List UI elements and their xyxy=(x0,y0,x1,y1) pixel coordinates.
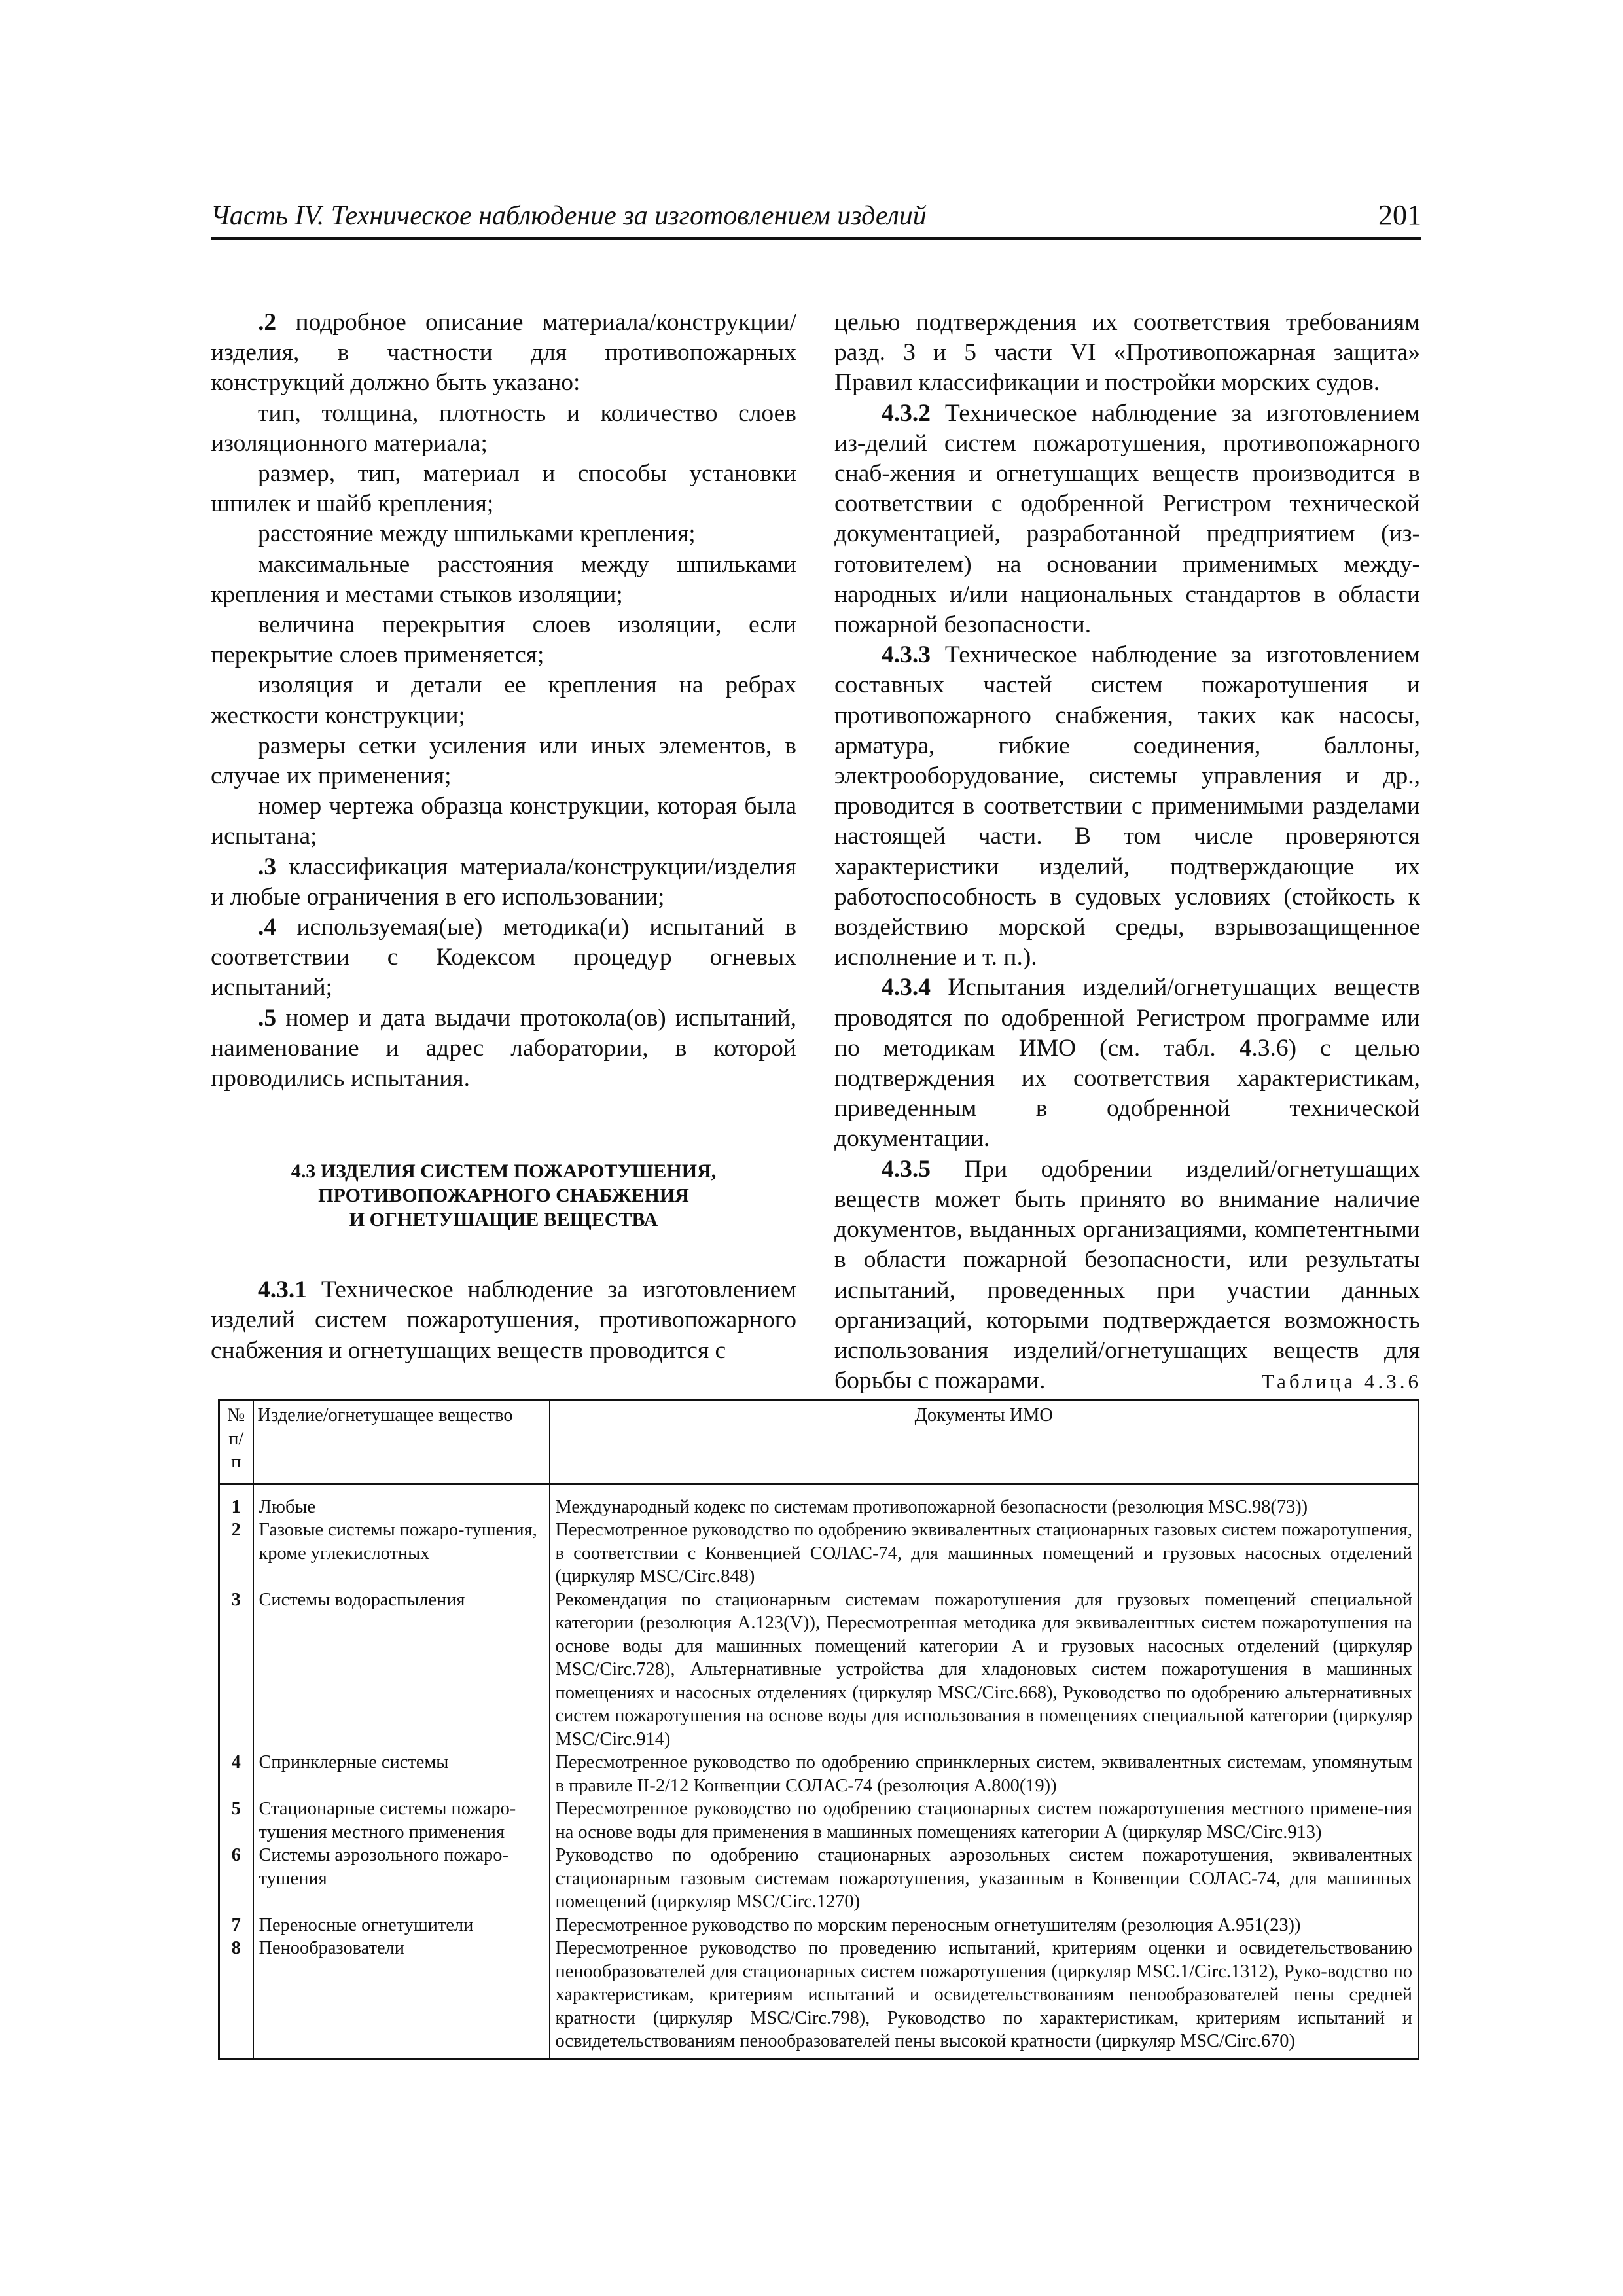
paragraph-item-3: .3 классификация материала/конструкции/изделия и любые ограничения в его использовании; xyxy=(211,853,796,910)
list-item: размер, тип, материал и способы установки шпилек и шайб крепления; xyxy=(211,460,796,518)
page-number: 201 xyxy=(1378,199,1421,231)
row-product: Стационарные системы пожаро-тушения местного применения xyxy=(253,1797,550,1844)
list-item: величина перекрытия слоев изоляции, если перекрытие слоев применяется; xyxy=(211,611,796,669)
list-item: максимальные расстояния между шпильками крепления и местами стыков изоляции; xyxy=(211,550,796,608)
table-row xyxy=(219,1751,1419,1797)
table-row xyxy=(219,1484,1419,1518)
row-documents: Пересмотренное руководство по проведению испытаний, критериям оценки и освидетельствованию пенообразователей для стационарных систем пожаротушения (циркуляр MSC.1/Circ.1312), Руко-водство по характеристикам, критериям испытаний и освидетельствованиям пенообразователей пены средней кратности (циркуляр MSC/Circ.798), Руководство по характеристикам, критериям испытаний и освидетельствованиям пенообразователей пены высокой кратности (циркуляр MSC/Circ.670) xyxy=(550,1937,1419,2059)
paragraph-4-3-3: 4.3.3 Техническое наблюдение за изготовлением составных частей систем пожаротушения и противопожарного снабжения, таких как насосы, арматура, гибкие соединения, баллоны, электрооборудование, системы управления и др., проводится в соответствии с применимыми разделами настоящей части. В том числе проверяются характеристики изделий, подтверждающие их работоспособность в судовых условиях (стойкость к воздействию морской среды, взрывозащищенное исполнение и т. п.). xyxy=(834,641,1421,971)
row-product: Газовые системы пожаро-тушения, кроме углекислотных xyxy=(253,1518,550,1588)
list-item: размеры сетки усиления или иных элементов, в случае их применения; xyxy=(211,732,796,790)
list-item: тип, толщина, плотность и количество слоев изоляционного материала; xyxy=(211,399,796,457)
table-row xyxy=(219,1588,1419,1751)
row-number: 4 xyxy=(219,1751,253,1797)
row-product: Системы водораспыления xyxy=(253,1588,550,1751)
table-row xyxy=(219,1937,1419,2059)
row-number: 8 xyxy=(219,1937,253,2059)
row-documents: Руководство по одобрению стационарных аэрозольных систем пожаротушения, эквивалентных стационарным газовым системам пожаротушения, указанным в Конвенции СОЛАС-74, для машинных помещений (циркуляр MSC/Circ.1270) xyxy=(550,1844,1419,1914)
paragraph-item-5: .5 номер и дата выдачи протокола(ов) испытаний, наименование и адрес лаборатории, в которой проводились испытания. xyxy=(211,1004,797,1092)
row-number: 3 xyxy=(219,1588,253,1751)
left-column xyxy=(211,308,796,1366)
header-product: Изделие/огнетушащее вещество xyxy=(253,1401,550,1484)
table-row xyxy=(219,1914,1419,1937)
row-number: 7 xyxy=(219,1914,253,1937)
table-caption: Таблица 4.3.6 xyxy=(1261,1370,1421,1393)
list-item: номер чертежа образца конструкции, которая была испытана; xyxy=(211,793,796,850)
row-number: 5 xyxy=(219,1797,253,1844)
paragraph-4-3-2: 4.3.2 Техническое наблюдение за изготовлением из-делий систем пожаротушения, противопожарного снаб-жения и огнетушащих веществ производится в соответствии с одобренной Регистром технической документацией, разработанной предприятием (из-готовителем) на основании применимых между-народных и/или национальных стандартов в области пожарной безопасности. xyxy=(834,399,1421,639)
paragraph-item-2: .2 подробное описание материала/конструкции/изделия, в частности для противопожарных конструкций должно быть указано: xyxy=(211,309,797,397)
table-row xyxy=(219,1844,1419,1914)
paragraph-4-3-5: 4.3.5 При одобрении изделий/огнетушащих веществ может быть принято во внимание наличие документов, выданных организациями, компетентными в области пожарной безопасности, или результаты испытаний, проведенных при участии данных организаций, которыми подтверждается возможность использования изделий/огнетушащих веществ для борьбы с пожарами. xyxy=(834,1155,1420,1395)
row-documents: Пересмотренное руководство по одобрению стационарных систем пожаротушения местного примене-ния на основе воды для применения в машинных помещениях категории А (циркуляр MSC/Circ.913) xyxy=(550,1797,1419,1844)
row-product: Пенообразователи xyxy=(253,1937,550,2059)
item-number: .2 xyxy=(258,309,277,336)
row-documents: Пересмотренное руководство по морским переносным огнетушителям (резолюция A.951(23)) xyxy=(550,1914,1419,1937)
table-header-row xyxy=(219,1401,1419,1484)
row-documents: Пересмотренное руководство по одобрению спринклерных систем, эквивалентных системам, упомянутым в правиле II-2/12 Конвенции СОЛАС-74 (резолюция A.800(19)) xyxy=(550,1751,1419,1797)
table-row xyxy=(219,1797,1419,1844)
row-number: 1 xyxy=(219,1484,253,1518)
row-product: Любые xyxy=(253,1484,550,1518)
row-product: Спринклерные системы xyxy=(253,1751,550,1797)
paragraph-item-4: .4 используемая(ые) методика(и) испытаний в соответствии с Кодексом процедур огневых испытаний; xyxy=(211,914,797,1001)
table-row xyxy=(219,1518,1419,1588)
header-documents: Документы ИМО xyxy=(550,1401,1419,1484)
header-title: Часть IV. Техническое наблюдение за изготовлением изделий xyxy=(211,201,927,231)
imo-documents-table xyxy=(218,1399,1419,2060)
running-header xyxy=(211,196,1421,240)
section-number: 4.3.1 xyxy=(258,1276,307,1304)
item-number: .4 xyxy=(258,914,277,941)
list-item: изоляция и детали ее крепления на ребрах жесткости конструкции; xyxy=(211,672,796,729)
section-number: 4.3.4 xyxy=(882,974,931,1001)
section-number: 4.3.3 xyxy=(882,641,931,669)
list-item: расстояние между шпильками крепления; xyxy=(258,520,696,548)
right-column xyxy=(834,308,1420,1396)
section-heading: 4.3 ИЗДЕЛИЯ СИСТЕМ ПОЖАРОТУШЕНИЯ, ПРОТИВОПОЖАРНОГО СНАБЖЕНИЯ И ОГНЕТУШАЩИЕ ВЕЩЕСТВА xyxy=(291,1160,717,1231)
row-documents: Международный кодекс по системам противопожарной безопасности (резолюция MSC.98(73)) xyxy=(550,1484,1419,1518)
section-number: 4.3.5 xyxy=(882,1155,931,1183)
paragraph-continuation: целью подтверждения их соответствия требованиям разд. 3 и 5 части VI «Противопожарная защита» Правил классификации и постройки морских судов. xyxy=(834,309,1420,397)
paragraph-4-3-1: 4.3.1 Техническое наблюдение за изготовлением изделий систем пожаротушения, противопожарного снабжения и огнетушащих веществ проводится с xyxy=(211,1276,797,1364)
row-number: 2 xyxy=(219,1518,253,1588)
header-number: № п/п xyxy=(219,1401,253,1484)
section-number: 4.3.2 xyxy=(882,399,931,427)
table-reference: 4 xyxy=(1239,1034,1252,1062)
row-documents: Рекомендация по стационарным системам пожаротушения для грузовых помещений специальной категории (резолюция A.123(V)), Пересмотренная методика для эквивалентных систем пожаротушения на основе воды для машинных помещений категории А и грузовых насосных отделений (циркуляр MSC/Circ.728), Альтернативные устройства для хладоновых систем пожаротушения в машинных помещениях и насосных отделениях (циркуляр MSC/Circ.668), Руководство по одобрению альтернативных систем пожаротушения на основе воды для использования в помещениях специальной категории (циркуляр MSC/Circ.914) xyxy=(550,1588,1419,1751)
item-number: .5 xyxy=(258,1004,277,1031)
row-product: Переносные огнетушители xyxy=(253,1914,550,1937)
item-number: .3 xyxy=(258,853,277,880)
row-number: 6 xyxy=(219,1844,253,1914)
paragraph-4-3-4: 4.3.4 Испытания изделий/огнетушащих веществ проводятся по одобренной Регистром программе или по методикам ИМО (см. табл. 4.3.6) с целью подтверждения их соответствия характеристикам, приведенным в одобренной технической документации. xyxy=(834,974,1421,1153)
row-product: Системы аэрозольного пожаро-тушения xyxy=(253,1844,550,1914)
row-documents: Пересмотренное руководство по одобрению эквивалентных стационарных газовых систем пожаротушения, в соответствии с Конвенцией СОЛАС-74, для машинных помещений и грузовых насосных отделений (циркуляр MSC/Circ.848) xyxy=(550,1518,1419,1588)
